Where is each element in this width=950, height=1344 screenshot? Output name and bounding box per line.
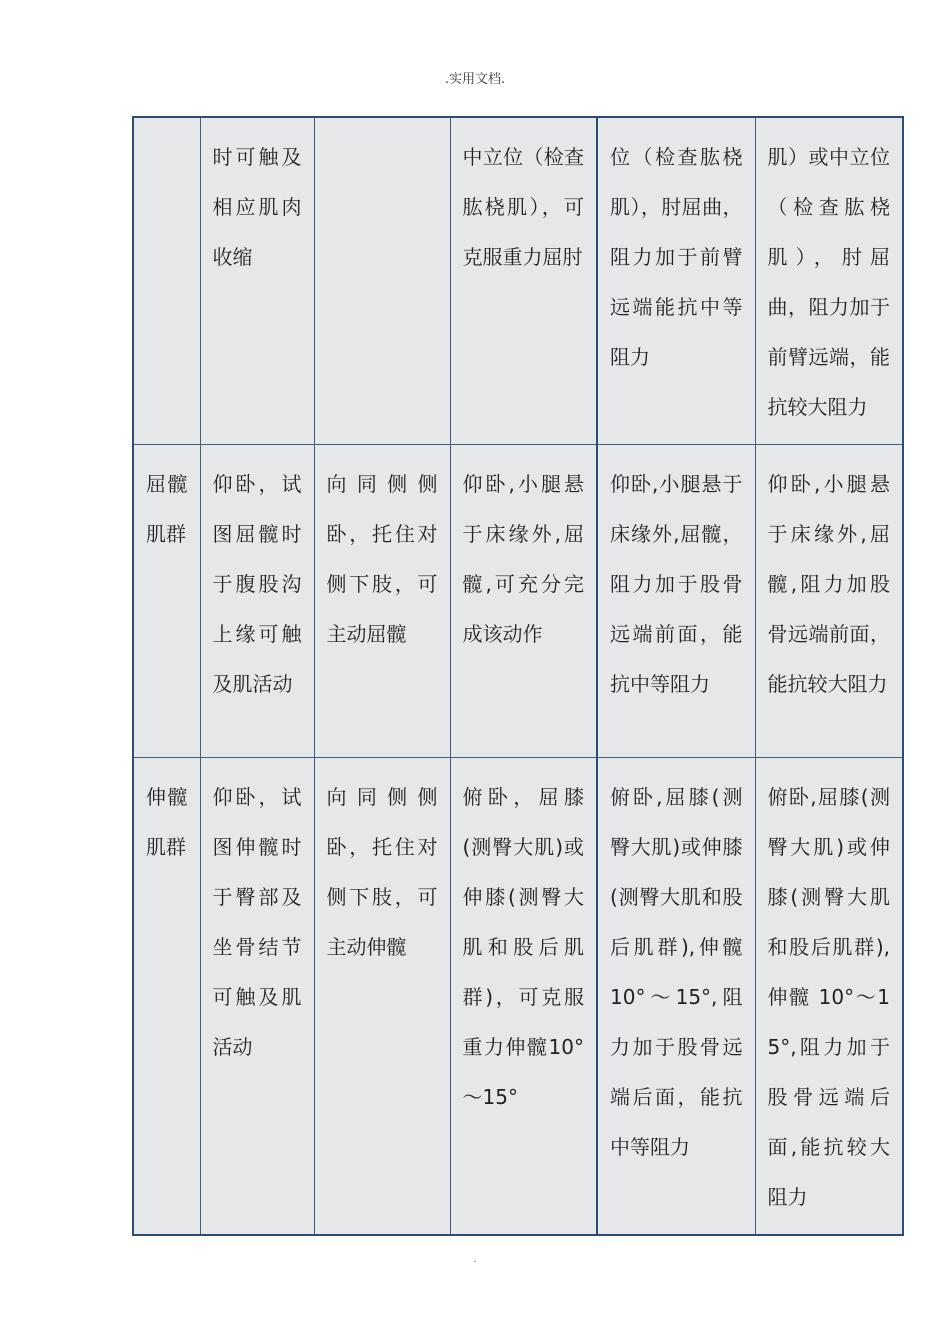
table-cell: 伸髋肌群 xyxy=(133,758,200,1236)
table-cell: 仰卧,小腿悬于床缘外,屈髋,可充分完成该动作 xyxy=(450,445,597,758)
table-cell: 中立位（检查肱桡肌），可克服重力屈肘 xyxy=(450,117,597,445)
muscle-test-table xyxy=(132,116,904,1236)
table-cell: 屈髋肌群 xyxy=(133,445,200,758)
table-cell: 仰卧,小腿悬于床缘外,屈髋，阻力加于股骨远端前面，能抗中等阻力 xyxy=(597,445,755,758)
table-cell xyxy=(133,117,200,445)
table-cell: 仰卧，试图屈髋时于腹股沟上缘可触及肌活动 xyxy=(200,445,314,758)
table-cell xyxy=(314,117,450,445)
table-cell: 向同侧侧卧，托住对侧下肢，可主动伸髋 xyxy=(314,758,450,1236)
table-cell: 仰卧，试图伸髋时于臀部及坐骨结节可触及肌活动 xyxy=(200,758,314,1236)
table-cell: 仰卧,小腿悬于床缘外,屈髋,阻力加股骨远端前面，能抗较大阻力 xyxy=(755,445,903,758)
table-cell: 向同侧侧卧，托住对侧下肢，可主动屈髋 xyxy=(314,445,450,758)
table-cell: 俯卧,屈膝(测臀大肌)或伸膝(测臀大肌和股后肌群),伸髋 10°～15°,阻力加于股骨远端后面，能抗中等阻力 xyxy=(597,758,755,1236)
table-row xyxy=(133,758,903,1236)
table-cell: 俯卧,屈膝(测臀大肌)或伸膝(测臀大肌和股后肌群),伸髋 10°～15°,阻力加于股骨远端后面,能抗较大阻力 xyxy=(755,758,903,1236)
table-row xyxy=(133,445,903,758)
page-footer: . xyxy=(473,1252,477,1265)
table-cell: 时可触及相应肌肉收缩 xyxy=(200,117,314,445)
table-cell: 位（检查肱桡肌），肘屈曲，阻力加于前臂远端能抗中等阻力 xyxy=(597,117,755,445)
table-cell: 俯卧，屈膝(测臀大肌)或伸膝(测臀大肌和股后肌群)，可克服重力伸髋10°～15° xyxy=(450,758,597,1236)
table-cell: 肌）或中立位（检查肱桡肌），肘屈曲，阻力加于前臂远端，能抗较大阻力 xyxy=(755,117,903,445)
page-header: .实用文档. xyxy=(444,72,506,87)
table-row xyxy=(133,117,903,445)
